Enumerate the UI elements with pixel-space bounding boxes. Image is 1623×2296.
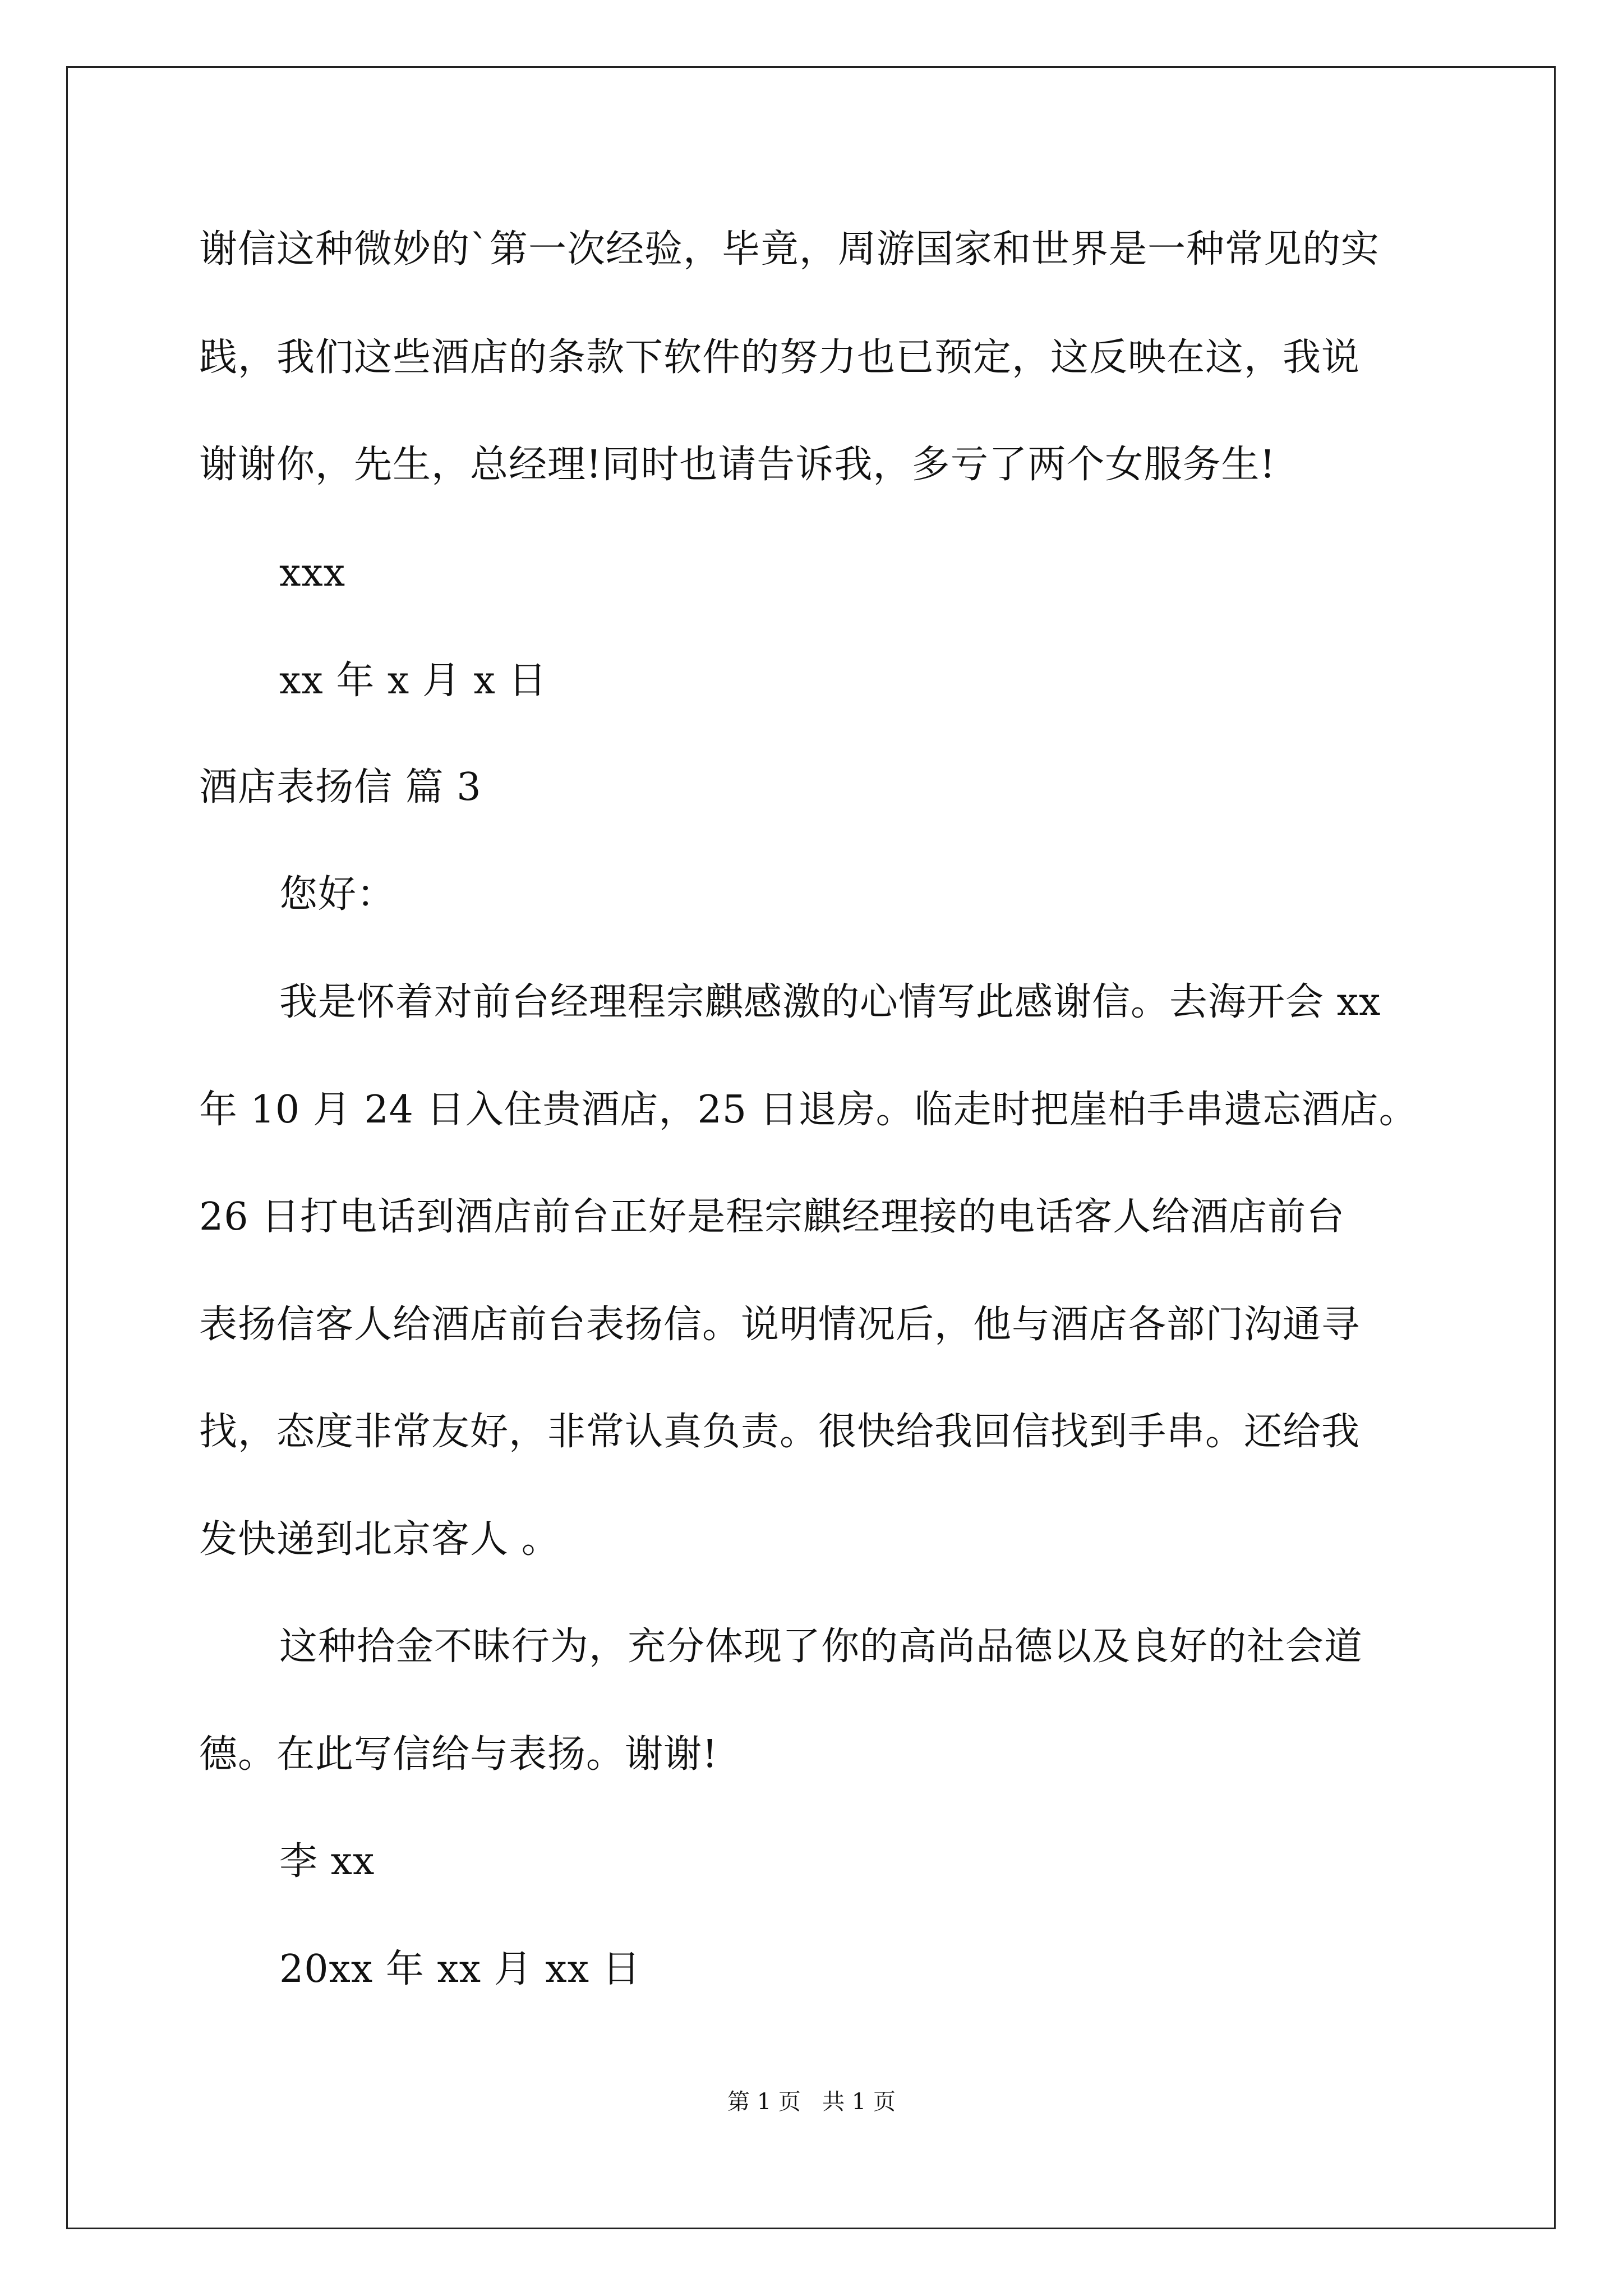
body-line: 这种拾金不昧行为，充分体现了你的高尚品德以及良好的社会道: [279, 1625, 1363, 1669]
body-line: 谢谢你，先生，总经理!同时也请告诉我，多亏了两个女服务生!: [199, 443, 1276, 487]
body-line: 德。在此写信给与表扬。谢谢!: [199, 1732, 718, 1777]
page-border: [66, 66, 1556, 2229]
greeting: 您好：: [279, 872, 396, 917]
body-line: 年 10 月 24 日入住贵酒店，25 日退房。临走时把崖柏手串遗忘酒店。: [199, 1088, 1418, 1132]
body-line: 发快递到北京客人 。: [199, 1517, 560, 1562]
page-footer: 第 1 页 共 1 页: [727, 2089, 896, 2115]
section-heading: 酒店表扬信 篇 3: [199, 765, 482, 809]
body-line: 谢信这种微妙的`第一次经验，毕竟，周游国家和世界是一种常见的实: [199, 227, 1380, 272]
signature-name: 李 xx: [279, 1839, 375, 1884]
signature-date: 20xx 年 xx 月 xx 日: [279, 1947, 641, 1991]
body-line: 找，态度非常友好，非常认真负责。很快给我回信找到手串。还给我: [199, 1410, 1361, 1454]
body-line: 践，我们这些酒店的条款下软件的努力也已预定，这反映在这，我说: [199, 335, 1361, 380]
body-line: 26 日打电话到酒店前台正好是程宗麒经理接的电话客人给酒店前台: [199, 1195, 1345, 1239]
body-line: 表扬信客人给酒店前台表扬信。说明情况后，他与酒店各部门沟通寻: [199, 1303, 1361, 1347]
signature-name: xxx: [279, 551, 346, 595]
body-line: 我是怀着对前台经理程宗麒感激的心情写此感谢信。去海开会 xx: [279, 980, 1381, 1024]
signature-date: xx 年 x 月 x 日: [279, 659, 547, 703]
